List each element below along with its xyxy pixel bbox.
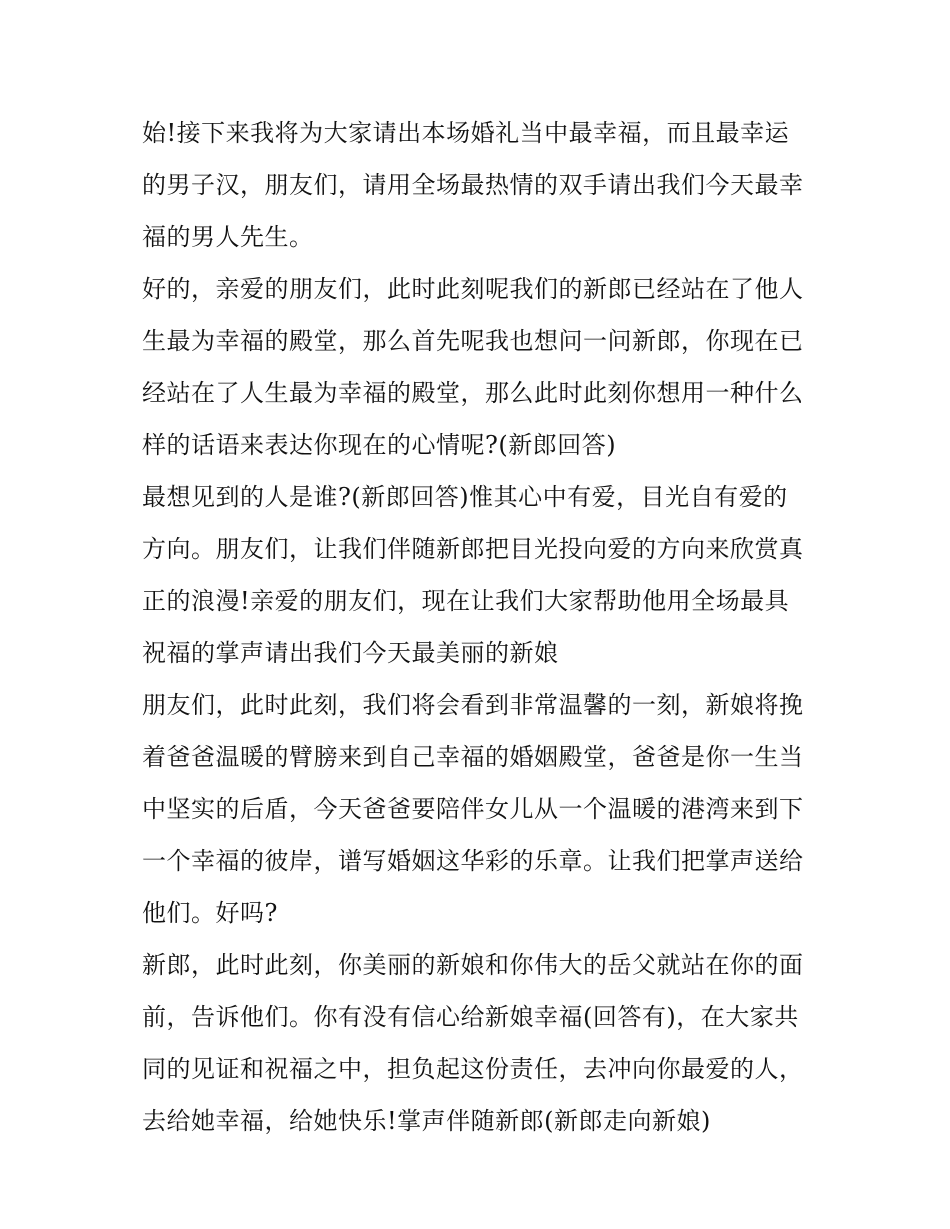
document-body [142, 107, 822, 1147]
text-line: 始!接下来我将为大家请出本场婚礼当中最幸福，而且最幸运 [142, 119, 790, 147]
text-line: 祝福的掌声请出我们今天最美丽的新娘 [142, 639, 559, 667]
text-line: 着爸爸温暖的臂膀来到自己幸福的婚姻殿堂，爸爸是你一生当 [142, 743, 804, 771]
text-line: 经站在了人生最为幸福的殿堂，那么此时此刻你想用一种什么 [142, 379, 804, 407]
text-line: 福的男人先生。 [142, 223, 314, 251]
text-line: 前，告诉他们。你有没有信心给新娘幸福(回答有)，在大家共 [142, 1003, 799, 1031]
text-line: 同的见证和祝福之中，担负起这份责任，去冲向你最爱的人， [142, 1055, 804, 1083]
text-line: 一个幸福的彼岸，谱写婚姻这华彩的乐章。让我们把掌声送给 [142, 847, 804, 875]
text-line: 最想见到的人是谁?(新郎回答)惟其心中有爱，目光自有爱的 [142, 483, 788, 511]
text-line: 样的话语来表达你现在的心情呢?(新郎回答) [142, 431, 617, 459]
text-line: 生最为幸福的殿堂，那么首先呢我也想问一问新郎，你现在已 [142, 327, 804, 355]
text-line: 方向。朋友们，让我们伴随新郎把目光投向爱的方向来欣赏真 [142, 535, 804, 563]
text-line: 中坚实的后盾，今天爸爸要陪伴女儿从一个温暖的港湾来到下 [142, 795, 804, 823]
text-line: 正的浪漫!亲爱的朋友们，现在让我们大家帮助他用全场最具 [142, 587, 790, 615]
text-line: 他们。好吗? [142, 899, 278, 927]
text-line: 的男子汉，朋友们，请用全场最热情的双手请出我们今天最幸 [142, 171, 804, 199]
text-line: 去给她幸福，给她快乐!掌声伴随新郎(新郎走向新娘) [142, 1107, 711, 1135]
text-line: 朋友们，此时此刻，我们将会看到非常温馨的一刻，新娘将挽 [142, 691, 804, 719]
text-line: 好的，亲爱的朋友们，此时此刻呢我们的新郎已经站在了他人 [142, 275, 804, 303]
text-line: 新郎，此时此刻，你美丽的新娘和你伟大的岳父就站在你的面 [142, 951, 804, 979]
